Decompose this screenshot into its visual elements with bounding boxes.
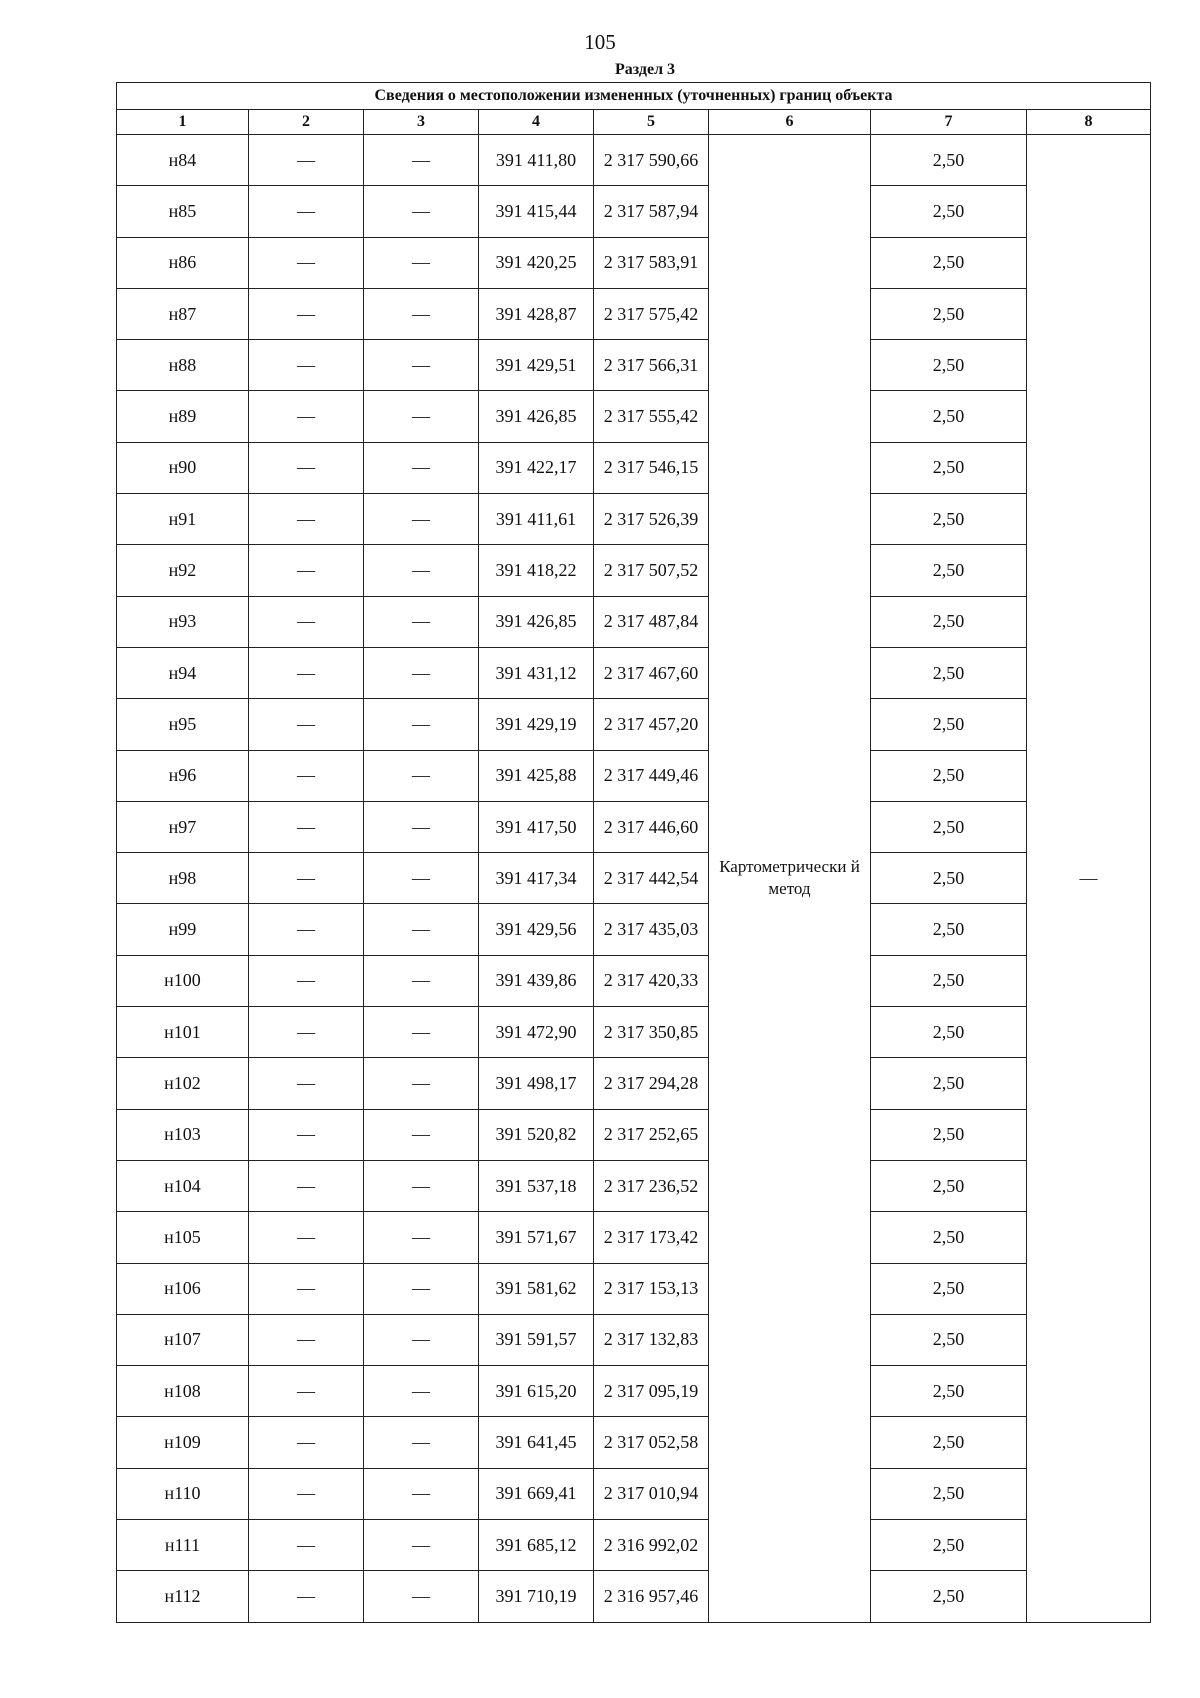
column-2-value: — [249, 494, 364, 545]
y-coordinate: 2 317 546,15 [594, 442, 709, 493]
point-name: н101 [117, 1007, 249, 1058]
column-8-value: — [1027, 135, 1151, 1623]
table-row [117, 1058, 1151, 1109]
accuracy-value: 2,50 [871, 1212, 1027, 1263]
accuracy-value: 2,50 [871, 1366, 1027, 1417]
column-2-value: — [249, 442, 364, 493]
point-name: н90 [117, 442, 249, 493]
y-coordinate: 2 317 132,83 [594, 1314, 709, 1365]
accuracy-value: 2,50 [871, 288, 1027, 339]
x-coordinate: 391 426,85 [479, 596, 594, 647]
point-name: н105 [117, 1212, 249, 1263]
column-3-value: — [364, 1366, 479, 1417]
point-name: н98 [117, 853, 249, 904]
column-3-value: — [364, 288, 479, 339]
table-row [117, 1314, 1151, 1365]
column-2-value: — [249, 1571, 364, 1622]
x-coordinate: 391 429,19 [479, 699, 594, 750]
y-coordinate: 2 317 095,19 [594, 1366, 709, 1417]
y-coordinate: 2 317 010,94 [594, 1468, 709, 1519]
point-name: н97 [117, 801, 249, 852]
page-number: 105 [584, 30, 616, 54]
x-coordinate: 391 641,45 [479, 1417, 594, 1468]
column-3-value: — [364, 1571, 479, 1622]
x-coordinate: 391 426,85 [479, 391, 594, 442]
column-2-value: — [249, 186, 364, 237]
x-coordinate: 391 581,62 [479, 1263, 594, 1314]
column-3-value: — [364, 1109, 479, 1160]
y-coordinate: 2 317 449,46 [594, 750, 709, 801]
point-name: н89 [117, 391, 249, 442]
column-2-value: — [249, 853, 364, 904]
column-3-value: — [364, 494, 479, 545]
x-coordinate: 391 669,41 [479, 1468, 594, 1519]
x-coordinate: 391 520,82 [479, 1109, 594, 1160]
y-coordinate: 2 317 467,60 [594, 647, 709, 698]
accuracy-value: 2,50 [871, 391, 1027, 442]
accuracy-value: 2,50 [871, 1109, 1027, 1160]
accuracy-value: 2,50 [871, 1571, 1027, 1622]
boundary-coordinates-table [116, 82, 1151, 1623]
table-row [117, 135, 1151, 186]
table-row [117, 1007, 1151, 1058]
x-coordinate: 391 411,80 [479, 135, 594, 186]
column-3-value: — [364, 853, 479, 904]
y-coordinate: 2 317 583,91 [594, 237, 709, 288]
column-3-value: — [364, 237, 479, 288]
table-row [117, 904, 1151, 955]
point-name: н87 [117, 288, 249, 339]
x-coordinate: 391 429,51 [479, 340, 594, 391]
table-body [117, 135, 1151, 1623]
point-name: н107 [117, 1314, 249, 1365]
column-3-value: — [364, 545, 479, 596]
y-coordinate: 2 317 590,66 [594, 135, 709, 186]
point-name: н93 [117, 596, 249, 647]
column-3-value: — [364, 1263, 479, 1314]
point-name: н85 [117, 186, 249, 237]
table-row [117, 1366, 1151, 1417]
table-row [117, 1417, 1151, 1468]
point-name: н99 [117, 904, 249, 955]
column-number: 5 [594, 110, 709, 135]
x-coordinate: 391 417,34 [479, 853, 594, 904]
point-name: н110 [117, 1468, 249, 1519]
column-2-value: — [249, 1263, 364, 1314]
y-coordinate: 2 317 442,54 [594, 853, 709, 904]
column-2-value: — [249, 647, 364, 698]
column-2-value: — [249, 340, 364, 391]
point-name: н92 [117, 545, 249, 596]
point-name: н100 [117, 955, 249, 1006]
point-name: н109 [117, 1417, 249, 1468]
table-row [117, 442, 1151, 493]
y-coordinate: 2 317 526,39 [594, 494, 709, 545]
point-name: н102 [117, 1058, 249, 1109]
column-2-value: — [249, 1417, 364, 1468]
point-name: н96 [117, 750, 249, 801]
point-name: н94 [117, 647, 249, 698]
accuracy-value: 2,50 [871, 801, 1027, 852]
table-row [117, 1571, 1151, 1622]
accuracy-value: 2,50 [871, 1160, 1027, 1211]
y-coordinate: 2 317 236,52 [594, 1160, 709, 1211]
column-2-value: — [249, 237, 364, 288]
column-2-value: — [249, 1058, 364, 1109]
table-row [117, 1468, 1151, 1519]
y-coordinate: 2 317 052,58 [594, 1417, 709, 1468]
accuracy-value: 2,50 [871, 647, 1027, 698]
x-coordinate: 391 498,17 [479, 1058, 594, 1109]
column-3-value: — [364, 135, 479, 186]
x-coordinate: 391 472,90 [479, 1007, 594, 1058]
table-row [117, 340, 1151, 391]
column-3-value: — [364, 186, 479, 237]
x-coordinate: 391 425,88 [479, 750, 594, 801]
column-2-value: — [249, 955, 364, 1006]
table-row [117, 1263, 1151, 1314]
point-name: н95 [117, 699, 249, 750]
table-row [117, 647, 1151, 698]
column-number: 1 [117, 110, 249, 135]
accuracy-value: 2,50 [871, 1520, 1027, 1571]
y-coordinate: 2 316 992,02 [594, 1520, 709, 1571]
table-row [117, 801, 1151, 852]
accuracy-value: 2,50 [871, 750, 1027, 801]
column-3-value: — [364, 647, 479, 698]
column-2-value: — [249, 699, 364, 750]
x-coordinate: 391 428,87 [479, 288, 594, 339]
accuracy-value: 2,50 [871, 1417, 1027, 1468]
table-row [117, 288, 1151, 339]
section-title: Раздел 3 [614, 61, 676, 78]
point-name: н111 [117, 1520, 249, 1571]
column-3-value: — [364, 699, 479, 750]
accuracy-value: 2,50 [871, 135, 1027, 186]
column-2-value: — [249, 391, 364, 442]
point-name: н104 [117, 1160, 249, 1211]
column-2-value: — [249, 596, 364, 647]
table-row [117, 1520, 1151, 1571]
x-coordinate: 391 537,18 [479, 1160, 594, 1211]
table-row [117, 545, 1151, 596]
table-row [117, 750, 1151, 801]
point-name: н112 [117, 1571, 249, 1622]
y-coordinate: 2 317 487,84 [594, 596, 709, 647]
column-2-value: — [249, 1007, 364, 1058]
x-coordinate: 391 417,50 [479, 801, 594, 852]
column-2-value: — [249, 1520, 364, 1571]
column-3-value: — [364, 442, 479, 493]
column-3-value: — [364, 1314, 479, 1365]
accuracy-value: 2,50 [871, 237, 1027, 288]
point-name: н103 [117, 1109, 249, 1160]
accuracy-value: 2,50 [871, 853, 1027, 904]
column-2-value: — [249, 1212, 364, 1263]
column-number: 3 [364, 110, 479, 135]
y-coordinate: 2 317 566,31 [594, 340, 709, 391]
table-row [117, 596, 1151, 647]
column-2-value: — [249, 1109, 364, 1160]
accuracy-value: 2,50 [871, 1263, 1027, 1314]
y-coordinate: 2 317 153,13 [594, 1263, 709, 1314]
column-3-value: — [364, 340, 479, 391]
accuracy-value: 2,50 [871, 186, 1027, 237]
x-coordinate: 391 685,12 [479, 1520, 594, 1571]
column-number: 8 [1027, 110, 1151, 135]
column-3-value: — [364, 1007, 479, 1058]
column-3-value: — [364, 955, 479, 1006]
accuracy-value: 2,50 [871, 1007, 1027, 1058]
column-3-value: — [364, 596, 479, 647]
table-row [117, 955, 1151, 1006]
y-coordinate: 2 317 587,94 [594, 186, 709, 237]
x-coordinate: 391 615,20 [479, 1366, 594, 1417]
column-3-value: — [364, 750, 479, 801]
column-2-value: — [249, 1314, 364, 1365]
point-name: н91 [117, 494, 249, 545]
x-coordinate: 391 415,44 [479, 186, 594, 237]
y-coordinate: 2 317 457,20 [594, 699, 709, 750]
accuracy-value: 2,50 [871, 904, 1027, 955]
table-row [117, 237, 1151, 288]
column-3-value: — [364, 1417, 479, 1468]
table-row [117, 699, 1151, 750]
accuracy-value: 2,50 [871, 955, 1027, 1006]
x-coordinate: 391 420,25 [479, 237, 594, 288]
column-3-value: — [364, 1160, 479, 1211]
y-coordinate: 2 317 575,42 [594, 288, 709, 339]
accuracy-value: 2,50 [871, 545, 1027, 596]
accuracy-value: 2,50 [871, 340, 1027, 391]
point-name: н106 [117, 1263, 249, 1314]
x-coordinate: 391 571,67 [479, 1212, 594, 1263]
y-coordinate: 2 317 420,33 [594, 955, 709, 1006]
x-coordinate: 391 439,86 [479, 955, 594, 1006]
column-number: 6 [709, 110, 871, 135]
column-3-value: — [364, 1058, 479, 1109]
x-coordinate: 391 591,57 [479, 1314, 594, 1365]
y-coordinate: 2 317 507,52 [594, 545, 709, 596]
column-3-value: — [364, 1212, 479, 1263]
y-coordinate: 2 317 435,03 [594, 904, 709, 955]
column-2-value: — [249, 750, 364, 801]
x-coordinate: 391 431,12 [479, 647, 594, 698]
column-3-value: — [364, 391, 479, 442]
x-coordinate: 391 418,22 [479, 545, 594, 596]
column-2-value: — [249, 545, 364, 596]
accuracy-value: 2,50 [871, 1468, 1027, 1519]
y-coordinate: 2 317 252,65 [594, 1109, 709, 1160]
determination-method: Картометрически й метод [709, 135, 871, 1623]
table-caption: Сведения о местоположении измененных (уточненных) границ объекта [117, 83, 1151, 110]
y-coordinate: 2 317 446,60 [594, 801, 709, 852]
y-coordinate: 2 317 294,28 [594, 1058, 709, 1109]
y-coordinate: 2 317 350,85 [594, 1007, 709, 1058]
x-coordinate: 391 710,19 [479, 1571, 594, 1622]
column-2-value: — [249, 1468, 364, 1519]
column-number: 2 [249, 110, 364, 135]
column-number-row [117, 110, 1151, 135]
column-3-value: — [364, 1520, 479, 1571]
table-row [117, 1212, 1151, 1263]
y-coordinate: 2 317 555,42 [594, 391, 709, 442]
accuracy-value: 2,50 [871, 494, 1027, 545]
column-2-value: — [249, 801, 364, 852]
point-name: н84 [117, 135, 249, 186]
accuracy-value: 2,50 [871, 596, 1027, 647]
column-number: 7 [871, 110, 1027, 135]
point-name: н108 [117, 1366, 249, 1417]
column-3-value: — [364, 904, 479, 955]
column-3-value: — [364, 1468, 479, 1519]
accuracy-value: 2,50 [871, 1314, 1027, 1365]
accuracy-value: 2,50 [871, 442, 1027, 493]
accuracy-value: 2,50 [871, 1058, 1027, 1109]
table-row [117, 391, 1151, 442]
column-2-value: — [249, 1160, 364, 1211]
table-row [117, 494, 1151, 545]
column-2-value: — [249, 288, 364, 339]
table-row [117, 853, 1151, 904]
column-3-value: — [364, 801, 479, 852]
column-2-value: — [249, 904, 364, 955]
x-coordinate: 391 422,17 [479, 442, 594, 493]
point-name: н86 [117, 237, 249, 288]
table-row [117, 1160, 1151, 1211]
accuracy-value: 2,50 [871, 699, 1027, 750]
column-2-value: — [249, 1366, 364, 1417]
column-2-value: — [249, 135, 364, 186]
y-coordinate: 2 316 957,46 [594, 1571, 709, 1622]
y-coordinate: 2 317 173,42 [594, 1212, 709, 1263]
point-name: н88 [117, 340, 249, 391]
column-number: 4 [479, 110, 594, 135]
table-row [117, 186, 1151, 237]
x-coordinate: 391 429,56 [479, 904, 594, 955]
table-row [117, 1109, 1151, 1160]
x-coordinate: 391 411,61 [479, 494, 594, 545]
